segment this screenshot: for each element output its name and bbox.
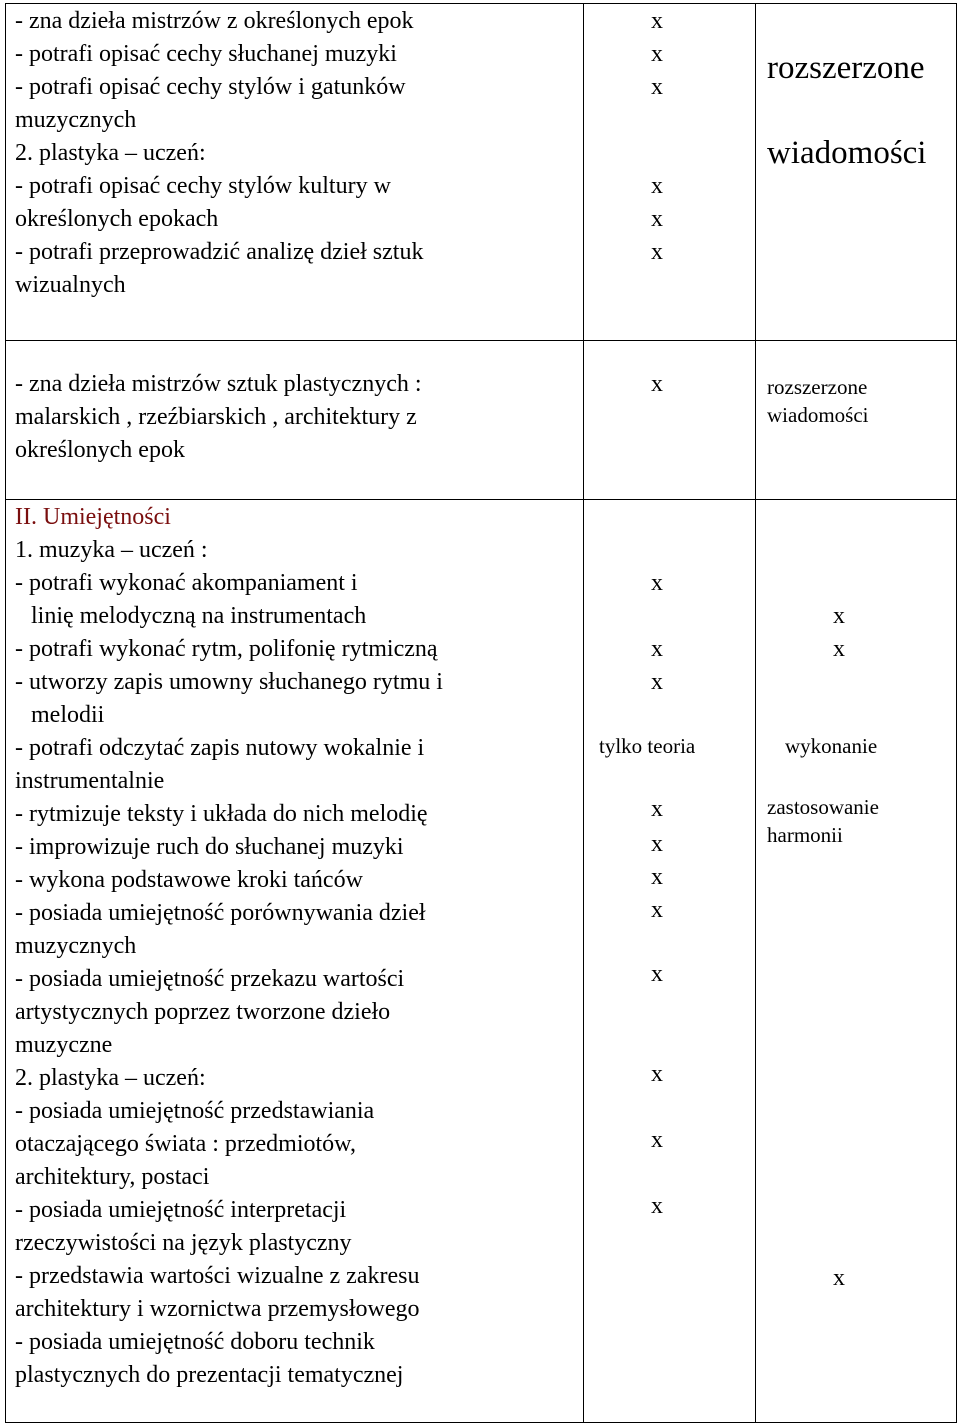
row1-mark: x [651, 74, 663, 100]
row2-text-line: malarskich , rzeźbiarskich , architektury z [15, 404, 417, 430]
table-border-col2 [583, 3, 584, 1423]
table-border-top [5, 3, 956, 4]
row3-col2-note: tylko teoria [599, 734, 696, 758]
row3-col2-mark: x [651, 864, 663, 890]
row-divider-1 [5, 340, 956, 341]
row3-text-line: - potrafi wykonać akompaniament i [15, 570, 358, 596]
row1-text-line: wizualnych [15, 272, 126, 298]
row3-col2-mark: x [651, 1061, 663, 1087]
table-border-right [956, 3, 957, 1423]
row3-text-line: - posiada umiejętność porównywania dzieł [15, 900, 426, 926]
row2-note-line2: wiadomości [767, 403, 869, 427]
row3-col2-mark: x [651, 669, 663, 695]
row3-text-line: linię melodyczną na instrumentach [31, 603, 367, 629]
row3-text-line: - posiada umiejętność doboru technik [15, 1329, 375, 1355]
row1-text-line: - potrafi przeprowadzić analizę dzieł sztuk [15, 239, 424, 265]
row3-col3-mark: x [833, 1265, 845, 1291]
row3-text-line: muzyczne [15, 1032, 113, 1058]
row3-text-line: - potrafi odczytać zapis nutowy wokalnie i [15, 735, 425, 761]
row1-mark: x [651, 239, 663, 265]
table-border-left [5, 3, 6, 1423]
row3-text-line: plastycznych do prezentacji tematycznej [15, 1362, 404, 1388]
row-divider-2 [5, 499, 956, 500]
row3-col3-note2-line2: harmonii [767, 823, 843, 847]
row3-text-line: instrumentalnie [15, 768, 165, 794]
row3-text-line: muzycznych [15, 933, 137, 959]
row3-col2-mark: x [651, 570, 663, 596]
row2-mark: x [651, 371, 663, 397]
row1-text-line: - potrafi opisać cechy stylów kultury w [15, 173, 391, 199]
row3-col2-mark: x [651, 1193, 663, 1219]
row3-col2-mark: x [651, 961, 663, 987]
row3-col2-mark: x [651, 831, 663, 857]
row3-text-line: - posiada umiejętność przedstawiania [15, 1098, 375, 1124]
row3-text-line: - posiada umiejętność interpretacji [15, 1197, 347, 1223]
row3-col3-note2-line1: zastosowanie [767, 795, 879, 819]
row1-mark: x [651, 206, 663, 232]
section-heading: II. Umiejętności [15, 504, 171, 530]
row3-text-line: - przedstawia wartości wizualne z zakresu [15, 1263, 420, 1289]
row3-col3-mark: x [833, 636, 845, 662]
row1-mark: x [651, 8, 663, 34]
row1-text-line: - zna dzieła mistrzów z określonych epok [15, 8, 414, 34]
row3-col3-mark: x [833, 603, 845, 629]
row2-note-line1: rozszerzone [767, 375, 868, 399]
row3-col2-mark: x [651, 1127, 663, 1153]
row3-text-line: architektury, postaci [15, 1164, 210, 1190]
row2-text-line: określonych epok [15, 437, 185, 463]
row3-col2-mark: x [651, 897, 663, 923]
row3-col2-mark: x [651, 636, 663, 662]
row3-text-line: - utworzy zapis umowny słuchanego rytmu i [15, 669, 443, 695]
row3-text-line: - potrafi wykonać rytm, polifonię rytmiczną [15, 636, 438, 662]
row2-text-line: - zna dzieła mistrzów sztuk plastycznych : [15, 371, 422, 397]
row3-text-line: otaczającego świata : przedmiotów, [15, 1131, 356, 1157]
row3-text-line: - wykona podstawowe kroki tańców [15, 867, 363, 893]
row3-col3-note: wykonanie [785, 734, 878, 758]
row3-col2-mark: x [651, 796, 663, 822]
row3-text-line: architektury i wzornictwa przemysłowego [15, 1296, 420, 1322]
row3-text-line: - rytmizuje teksty i układa do nich melodię [15, 801, 428, 827]
row1-note-line2: wiadomości [767, 135, 927, 171]
table-border-bottom [5, 1422, 956, 1423]
row3-text-line: melodii [31, 702, 105, 728]
row3-text-line: artystycznych poprzez tworzone dzieło [15, 999, 391, 1025]
table-border-col3 [755, 3, 756, 1423]
row1-mark: x [651, 173, 663, 199]
row3-text-line: - improwizuje ruch do słuchanej muzyki [15, 834, 404, 860]
row1-text-line: - potrafi opisać cechy stylów i gatunków [15, 74, 406, 100]
row3-text-line: 2. plastyka – uczeń: [15, 1065, 206, 1091]
row1-text-line: - potrafi opisać cechy słuchanej muzyki [15, 41, 397, 67]
row1-note-line1: rozszerzone [767, 50, 925, 86]
row1-mark: x [651, 41, 663, 67]
row1-text-line: określonych epokach [15, 206, 219, 232]
row1-text-line: muzycznych [15, 107, 137, 133]
row3-text-line: - posiada umiejętność przekazu wartości [15, 966, 405, 992]
row3-text-line: rzeczywistości na język plastyczny [15, 1230, 352, 1256]
row3-text-line: 1. muzyka – uczeń : [15, 537, 208, 563]
row1-text-line: 2. plastyka – uczeń: [15, 140, 206, 166]
